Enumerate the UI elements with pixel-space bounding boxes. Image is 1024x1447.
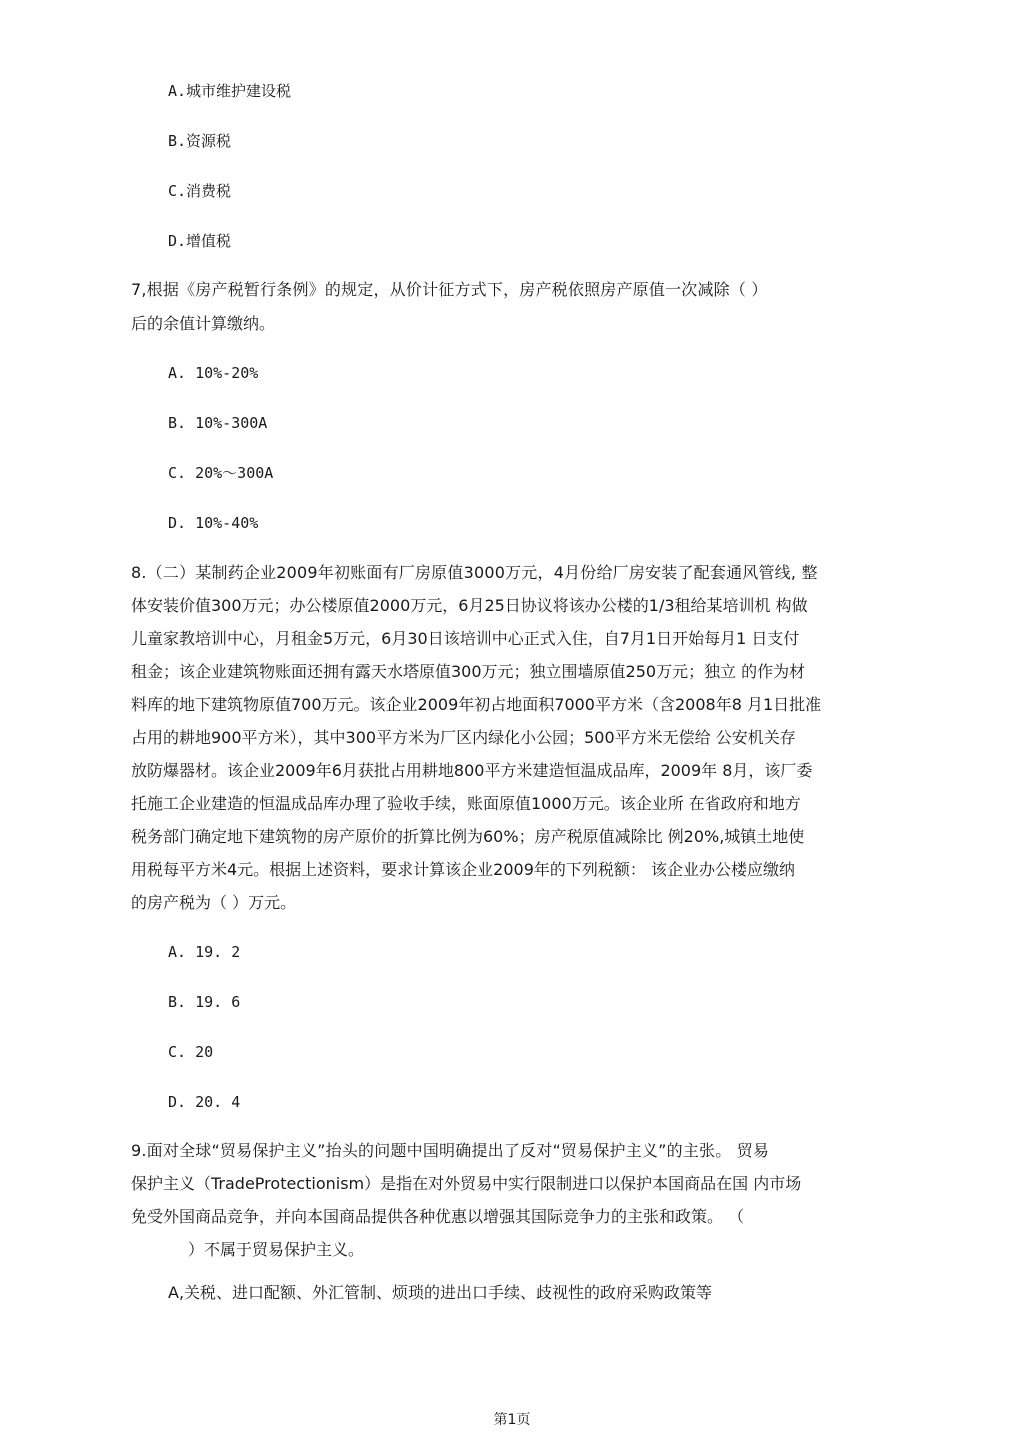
q8-stem-line-5: 料库的地下建筑物原值700万元。该企业2009年初占地面积7000平方米（含2008年8 月1日批准 <box>131 695 822 714</box>
q9-stem-line-2: 保护主义（TradeProtectionism）是指在对外贸易中实行限制进口以保护本国商品在国 内市场 <box>131 1174 802 1193</box>
q8-option-a: A. 19. 2 <box>168 943 241 961</box>
q8-stem-line-9: 税务部门确定地下建筑物的房产原价的折算比例为60%；房产税原值减除比 例20%,城镇土地使 <box>131 827 805 846</box>
q8-option-c: C. 20 <box>168 1043 214 1061</box>
q6-option-d: D.增值税 <box>168 232 232 250</box>
q8-stem-line-2: 体安装价值300万元；办公楼原值2000万元，6月25日协议将该办公楼的1/3租给某培训机 构做 <box>131 596 808 615</box>
q8-stem-line-11: 的房产税为（ ）万元。 <box>131 893 297 912</box>
q8-stem-line-6: 占用的耕地900平方米），其中300平方米为厂区内绿化小公园；500平方米无偿给 公安机关存 <box>131 728 796 747</box>
q7-stem-line-2: 后的余值计算缴纳。 <box>131 314 276 333</box>
q6-option-c: C.消费税 <box>168 182 232 200</box>
q7-option-d: D. 10%-40% <box>168 514 259 532</box>
page-number: 第1页 <box>493 1412 531 1428</box>
q9-stem-line-4: ）不属于贸易保护主义。 <box>188 1240 365 1259</box>
q8-stem-line-7: 放防爆器材。该企业2009年6月获批占用耕地800平方米建造恒温成品库，2009年 8月，该厂委 <box>131 761 813 780</box>
q8-stem-line-10: 用税每平方米4元。根据上述资料，要求计算该企业2009年的下列税额： 该企业办公楼应缴纳 <box>131 860 795 879</box>
q8-stem-line-3: 儿童家教培训中心，月租金5万元，6月30日该培训中心正式入住，自7月1日开始每月1 日支付 <box>131 629 800 648</box>
q8-stem-line-4: 租金；该企业建筑物账面还拥有露天水塔原值300万元；独立围墙原值250万元；独立 的作为材 <box>131 662 806 681</box>
q7-option-a: A. 10%-20% <box>168 364 259 382</box>
q7-stem-line-1: 7,根据《房产税暂行条例》的规定，从价计征方式下，房产税依照房产原值一次减除（ ） <box>131 280 768 299</box>
q8-option-b: B. 19. 6 <box>168 993 241 1011</box>
q9-option-a: A,关税、进口配额、外汇管制、烦琐的进出口手续、歧视性的政府采购政策等 <box>168 1283 713 1302</box>
q8-stem-line-8: 托施工企业建造的恒温成品库办理了验收手续，账面原值1000万元。该企业所 在省政府和地方 <box>131 794 801 813</box>
q8-stem-line-1: 8.（二）某制药企业2009年初账面有厂房原值3000万元，4月份给厂房安装了配套通风管线, 整 <box>131 563 818 582</box>
q6-option-a: A.城市维护建设税 <box>168 82 292 100</box>
q8-option-d: D. 20. 4 <box>168 1093 241 1111</box>
q9-stem-line-3: 免受外国商品竞争，并向本国商品提供各种优惠以增强其国际竞争力的主张和政策。 （ <box>131 1207 745 1226</box>
q9-stem-line-1: 9.面对全球“贸易保护主义”抬头的问题中国明确提出了反对“贸易保护主义”的主张。 贸易 <box>131 1141 770 1160</box>
q7-option-c: C. 20%〜300A <box>168 464 274 482</box>
q7-option-b: B. 10%-300A <box>168 414 268 432</box>
q6-option-b: B.资源税 <box>168 132 232 150</box>
